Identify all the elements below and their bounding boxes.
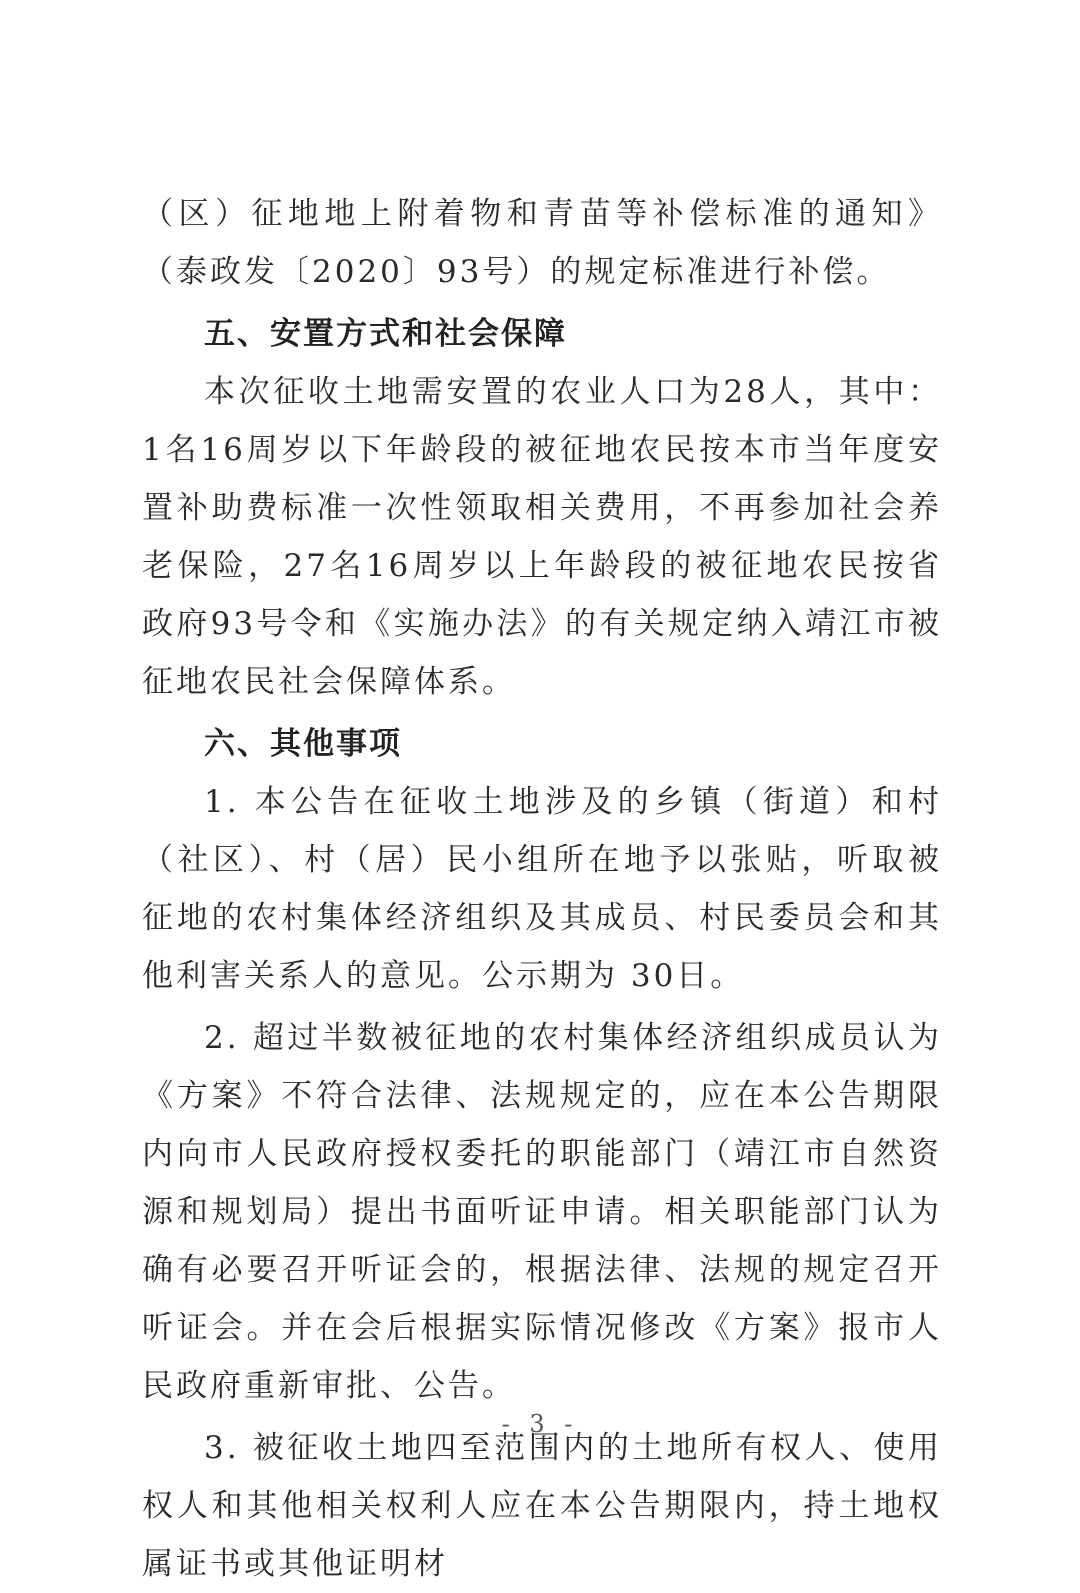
section-five-heading: 五、安置方式和社会保障 bbox=[204, 316, 567, 352]
section-six-item-3: 3. 被征收土地四至范围内的土地所有权人、使用权人和其他相关权利人应在本公告期限内，持土地权属证书或其他证明材 bbox=[142, 1430, 942, 1582]
page-number: - 3 - bbox=[501, 1410, 579, 1438]
section-five-paragraph: 本次征收土地需安置的农业人口为28人，其中：1名16周岁以下年龄段的被征地农民按本市当年度安置补助费标准一次性领取相关费用，不再参加社会养老保险，27名16周岁以上年龄段的被征地农民按省政府93号令和《实施办法》的有关规定纳入靖江市被征地农民社会保障体系。 bbox=[142, 374, 942, 700]
section-six-item-2: 2. 超过半数被征地的农村集体经济组织成员认为《方案》不符合法律、法规规定的，应在本公告期限内向市人民政府授权委托的职能部门（靖江市自然资源和规划局）提出书面听证申请。相关职能部门认为确有必要召开听证会的，根据法律、法规的规定召开听证会。并在会后根据实际情况修改《方案》报市人民政府重新审批、公告。 bbox=[142, 1020, 942, 1404]
section-six-heading: 六、其他事项 bbox=[204, 726, 402, 762]
section-six-item-1: 1. 本公告在征收土地涉及的乡镇（街道）和村（社区）、村（居）民小组所在地予以张贴，听取被征地的农村集体经济组织及其成员、村民委员会和其他利害关系人的意见。公示期为 30日。 bbox=[142, 784, 942, 994]
continuation-paragraph: （区）征地地上附着物和青苗等补偿标准的通知》（泰政发〔2020〕93号）的规定标准进行补偿。 bbox=[142, 196, 942, 290]
document-body bbox=[142, 185, 942, 1593]
